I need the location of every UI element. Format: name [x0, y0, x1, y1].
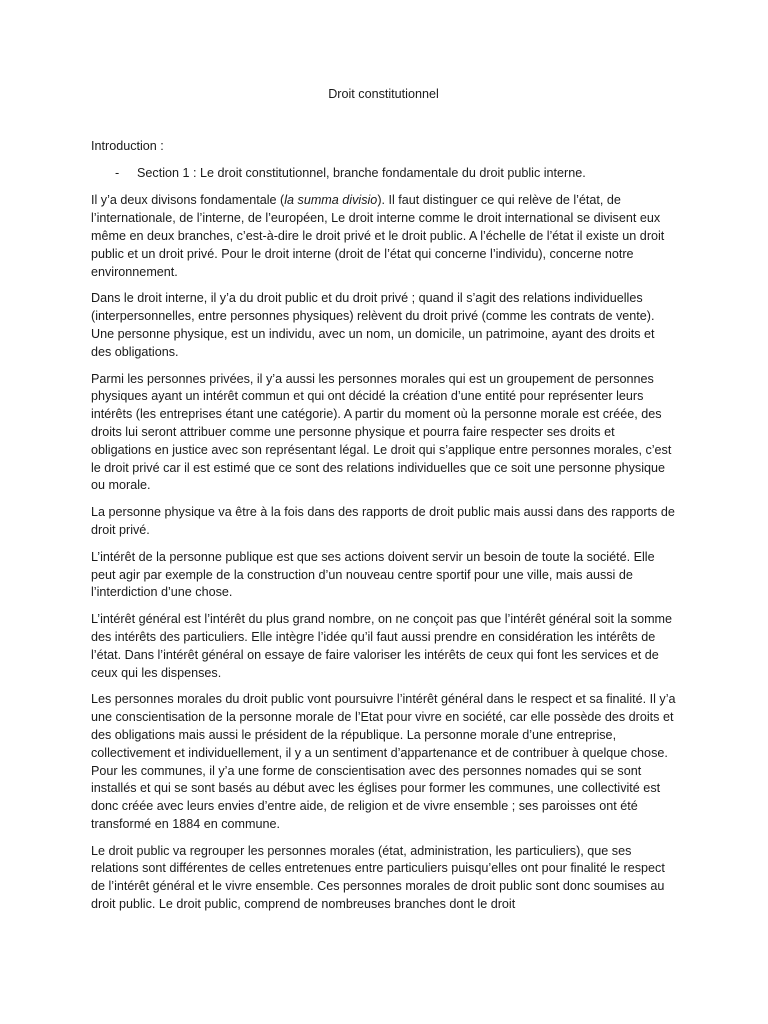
paragraph: Le droit public va regrouper les personnes morales (état, administration, les particuliers), que ses relations sont différentes de celles entretenues entre particuliers puisqu’elles ont pour finalité le respect de l’intérêt général et le vivre ensemble. Ces personnes morales de droit public sont donc soumises au droit public. Le droit public, comprend de nombreuses branches dont le droit	[91, 843, 665, 912]
paragraph	[91, 192, 676, 281]
paragraph: Les personnes morales du droit public vont poursuivre l’intérêt général dans le respect et sa finalité. Il y’a une conscientisation de la personne morale de l’Etat pour vivre en société, car elle possède des droits et des obligations mais aussi le président de la république. La personne morale d’une entreprise, collectivement et individuellement, il y a un sentiment d’appartenance et de contribuer à quelque chose. Pour les communes, il y’a une forme de conscientisation avec des personnes nomades qui se sont installés et qui se sont basés au début avec les églises pour former les communes, une collectivité est donc créée avec leurs envies d’entre aide, de religion et de vivre ensemble ; ses paroisses ont été transformé en 1884 en commune.	[91, 692, 676, 831]
paragraph: L’intérêt général est l’intérêt du plus grand nombre, on ne conçoit pas que l’intérêt général soit la somme des intérêts des particuliers. Elle intègre l’idée qu’il faut aussi prendre en considération les intérêts de l’état. Dans l’intérêt général on essaye de faire valoriser les intérêts de ceux qui font les services et de ceux qui les dispenses.	[91, 612, 673, 680]
paragraph-text: ). Il faut distinguer ce qui relève de l’état, de l’internationale, de l’interne, de l’européen, Le droit interne comme le droit international se divisent eux même en deux branches, c’est-à-dire le droit privé et le droit public. A l’échelle de l’état il existe un droit public et un droit privé. Pour le droit interne (droit de l’état qui concerne l’individu), concerne notre environnement.	[91, 193, 665, 279]
section-heading-item	[91, 165, 676, 183]
paragraph-text: Il y’a deux divisons fondamentale (	[91, 193, 285, 208]
document-title: Droit constitutionnel	[328, 87, 439, 101]
paragraph: La personne physique va être à la fois dans des rapports de droit public mais aussi dans des rapports de droit privé.	[91, 505, 675, 537]
intro-heading: Introduction :	[91, 138, 164, 153]
section-heading: Section 1 : Le droit constitutionnel, branche fondamentale du droit public interne.	[137, 165, 586, 180]
paragraph: Parmi les personnes privées, il y’a aussi les personnes morales qui est un groupement de personnes physiques ayant un intérêt commun et qui ont décidé la création d’une entité pour représenter leurs intérêts (les entreprises étant une catégorie). A partir du moment où la personne morale est créée, des droits lui seront attribuer comme une personne physique et pourra faire respecter ses droits et obligations en justice avec son représentant légal. Le droit qui s’applique entre personnes morales, c’est le droit privé car il est estimé que ce sont des relations individuelles que ce soit une personne physique ou morale.	[91, 371, 672, 493]
paragraph: Dans le droit interne, il y’a du droit public et du droit privé ; quand il s’agit des relations individuelles (interpersonnelles, entre personnes physiques) relèvent du droit privé (comme les contrats de vente). Une personne physique, est un individu, avec un nom, un domicile, un patrimoine, ayant des droits et des obligations.	[91, 291, 655, 359]
paragraph: L’intérêt de la personne publique est que ses actions doivent servir un besoin de toute la société. Elle peut agir par exemple de la construction d’un nouveau centre sportif pour une ville, mais aussi de l’interdiction d’une chose.	[91, 549, 655, 600]
emphasized-term: la summa divisio	[284, 193, 378, 208]
list-dash: -	[115, 165, 120, 180]
